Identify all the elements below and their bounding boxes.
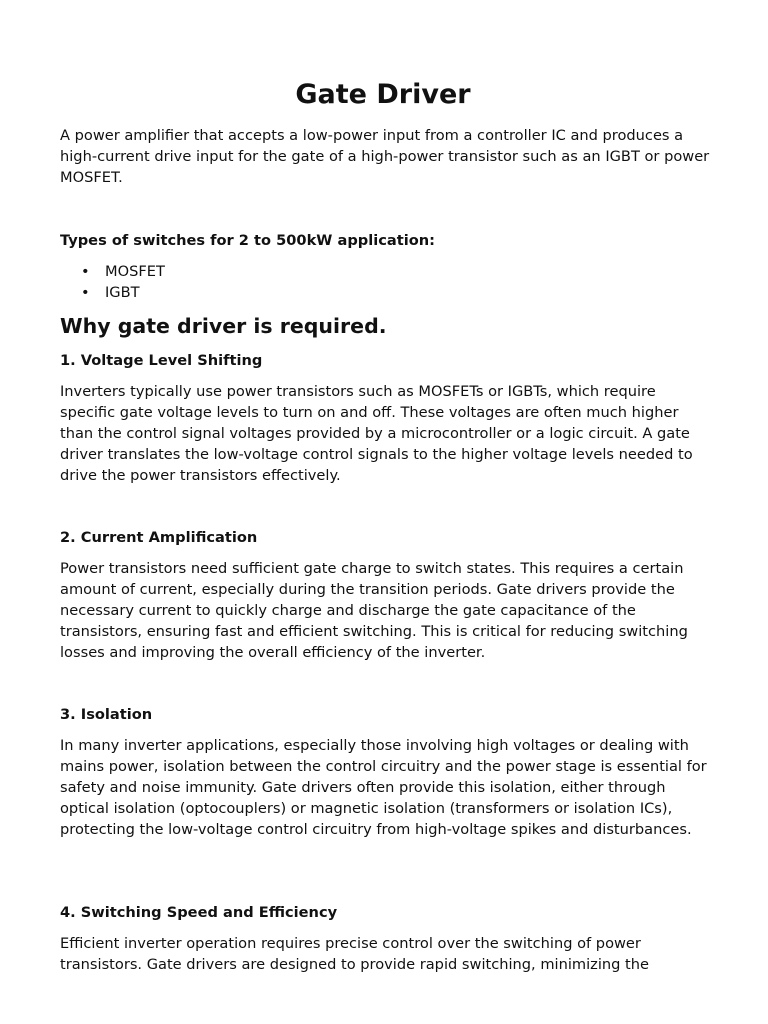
list-item — [60, 261, 165, 282]
intro-paragraph: A power amplifier that accepts a low-power input from a controller IC and produces a high-current drive input for the gate of a high-power transistor such as an IGBT or power MOSFET. — [60, 127, 710, 186]
section-heading-current-amplification: 2. Current Amplification — [60, 529, 258, 546]
section-body-current-amplification: Power transistors need sufficient gate charge to switch states. This requires a certain amount of current, especially during the transition periods. Gate drivers provide the necessary current to quickly charge and discharge the gate capacitance of the transistors, ensuring fast and efficient switching. This is critical for reducing switching losses and improving the overall efficiency of the inverter. — [60, 560, 688, 661]
section-body-switching-speed: Efficient inverter operation requires precise control over the switching of power transistors. Gate drivers are designed to provide rapid switching, minimizing the — [60, 935, 650, 973]
section-heading-voltage-level-shifting: 1. Voltage Level Shifting — [60, 352, 263, 369]
section-heading-isolation: 3. Isolation — [60, 706, 153, 723]
page-title: Gate Driver — [295, 79, 471, 110]
switch-types-list — [60, 261, 165, 303]
bullet-icon: • — [81, 284, 90, 301]
why-heading: Why gate driver is required. — [60, 314, 387, 338]
bullet-icon: • — [81, 263, 90, 280]
list-item — [60, 282, 165, 303]
section-body-voltage-level-shifting: Inverters typically use power transistors such as MOSFETs or IGBTs, which require specific gate voltage levels to turn on and off. These voltages are often much higher than the control signal voltages provided by a microcontroller or a logic circuit. A gate driver translates the low-voltage control signals to the higher voltage levels needed to drive the power transistors effectively. — [60, 383, 693, 484]
types-heading: Types of switches for 2 to 500kW application: — [60, 232, 435, 249]
section-body-isolation: In many inverter applications, especially those involving high voltages or dealing with mains power, isolation between the control circuitry and the power stage is essential for safety and noise immunity. Gate drivers often provide this isolation, either through optical isolation (optocouplers) or magnetic isolation (transformers or isolation ICs), protecting the low-voltage control circuitry from high-voltage spikes and disturbances. — [60, 737, 707, 838]
list-item-label: IGBT — [105, 284, 140, 301]
section-heading-switching-speed: 4. Switching Speed and Efficiency — [60, 904, 338, 921]
list-item-label: MOSFET — [105, 263, 165, 280]
